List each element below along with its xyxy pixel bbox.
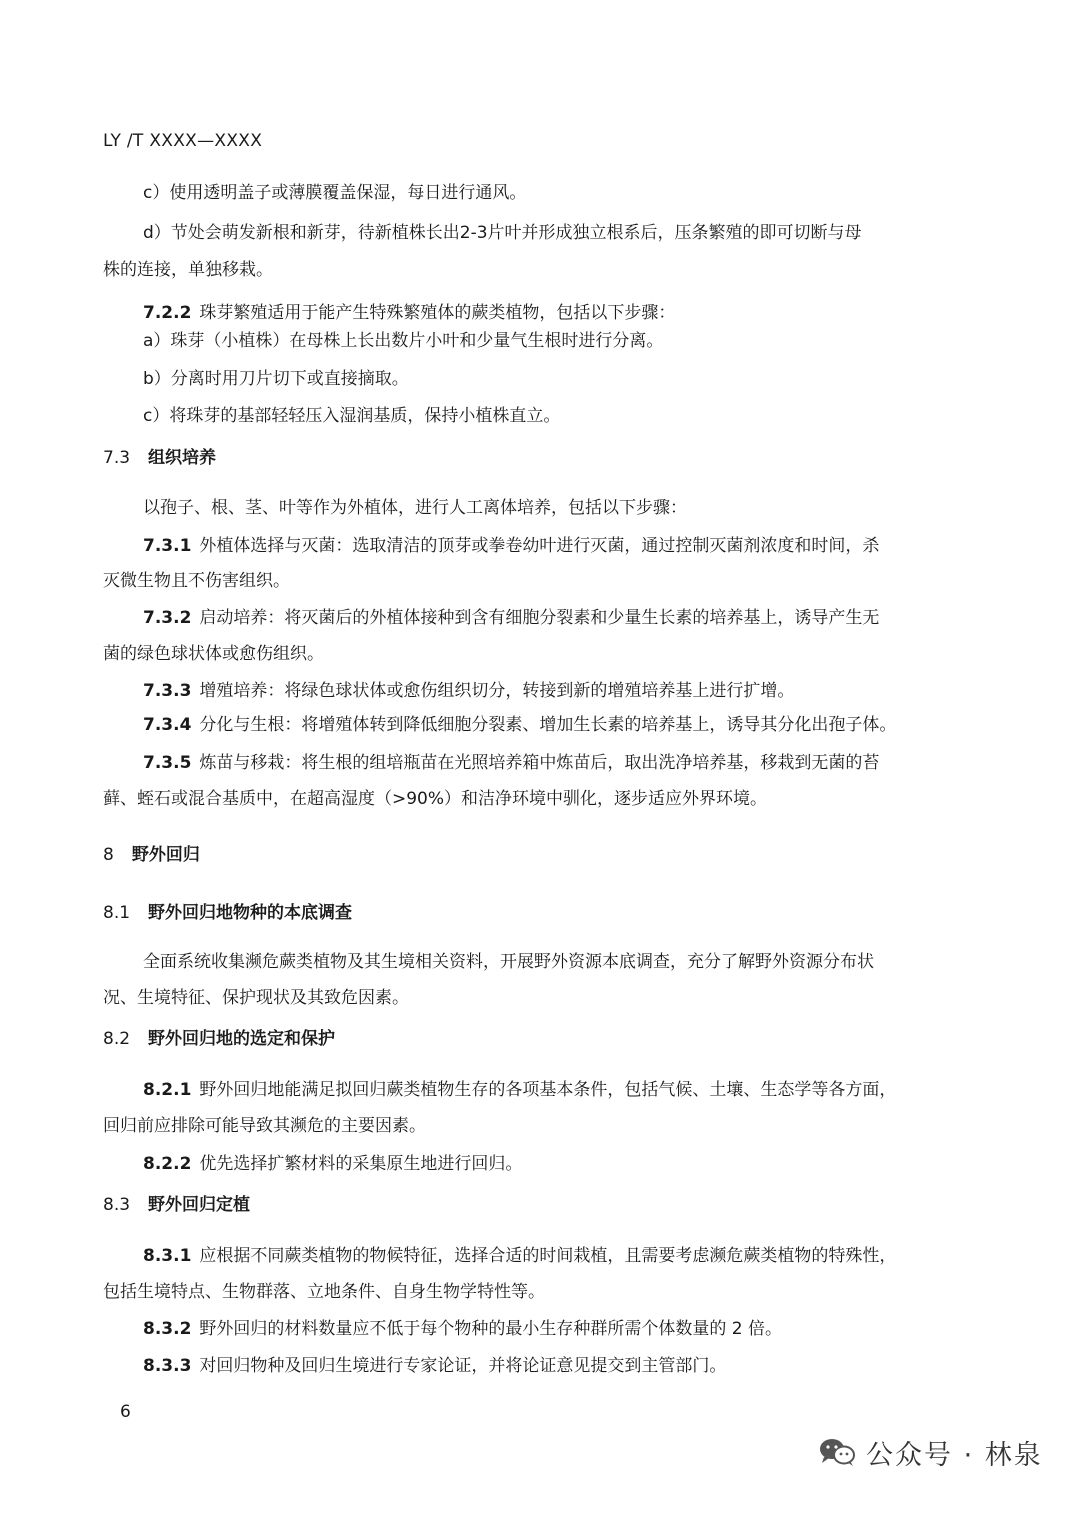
clause-number: 8.3.2 bbox=[143, 1319, 192, 1339]
clause-8-3-3 bbox=[143, 1355, 726, 1377]
line-text: 回归前应排除可能导致其濒危的主要因素。 bbox=[103, 1116, 426, 1136]
clause-number: 7.3.2 bbox=[143, 608, 192, 628]
line-text: a）珠芽（小植株）在母株上长出数片小叶和少量气生根时进行分离。 bbox=[143, 331, 664, 351]
clause-number: 7.3.3 bbox=[143, 681, 192, 701]
section-heading-8-1 bbox=[103, 902, 352, 924]
wechat-icon bbox=[818, 1437, 856, 1467]
section-heading-8-3 bbox=[103, 1194, 250, 1216]
clause-text: 对回归物种及回归生境进行专家论证，并将论证意见提交到主管部门。 bbox=[199, 1356, 727, 1376]
clause-text: 分化与生根：将增殖体转到降低细胞分裂素、增加生长素的培养基上，诱导其分化出孢子体。 bbox=[199, 715, 897, 735]
clause-7-3-2 bbox=[143, 607, 879, 629]
watermark-text: 公众号 · 林泉 bbox=[866, 1439, 1043, 1471]
clause-8-3-1 bbox=[143, 1245, 896, 1267]
clause-text: 增殖培养：将绿色球状体或愈伤组织切分，转接到新的增殖培养基上进行扩增。 bbox=[199, 681, 795, 701]
section-heading-7-3 bbox=[103, 447, 216, 469]
list-item-c-cover bbox=[143, 182, 526, 204]
clause-text: 野外回归地能满足拟回归蕨类植物生存的各项基本条件，包括气候、土壤、生态学等各方面， bbox=[199, 1080, 897, 1100]
list-item-c-press bbox=[143, 405, 560, 427]
clause-7-3-5 bbox=[143, 752, 879, 774]
clause-8-3-2 bbox=[143, 1318, 782, 1340]
clause-7-3-4 bbox=[143, 714, 896, 736]
clause-text: 珠芽繁殖适用于能产生特殊繁殖体的蕨类植物，包括以下步骤： bbox=[199, 303, 676, 323]
line-text: 藓、蛭石或混合基质中，在超高湿度（>90%）和洁净环境中驯化，逐步适应外界环境。 bbox=[103, 789, 768, 809]
line-text: 况、生境特征、保护现状及其致危因素。 bbox=[103, 988, 409, 1008]
paragraph-continuation bbox=[103, 1281, 545, 1303]
clause-7-3-1 bbox=[143, 535, 879, 557]
section-number: 8.2 bbox=[103, 1029, 131, 1049]
section-title: 野外回归 bbox=[131, 845, 200, 865]
clause-text: 外植体选择与灭菌：选取清洁的顶芽或拳卷幼叶进行灭菌，通过控制灭菌剂浓度和时间，杀 bbox=[199, 536, 880, 556]
standard-code: LY /T XXXX—XXXX bbox=[103, 131, 263, 151]
clause-number: 7.3.4 bbox=[143, 715, 192, 735]
section-title: 野外回归地物种的本底调查 bbox=[148, 903, 353, 923]
list-item-b-cut bbox=[143, 368, 409, 390]
clause-number: 7.2.2 bbox=[143, 303, 192, 323]
clause-number: 8.3.3 bbox=[143, 1356, 192, 1376]
paragraph-continuation bbox=[103, 1115, 426, 1137]
paragraph-continuation bbox=[103, 570, 290, 592]
line-text: 包括生境特点、生物群落、立地条件、自身生物学特性等。 bbox=[103, 1282, 545, 1302]
clause-number: 8.2.1 bbox=[143, 1080, 192, 1100]
paragraph-continuation bbox=[103, 259, 273, 281]
clause-8-2-2 bbox=[143, 1153, 522, 1175]
clause-text: 炼苗与移栽：将生根的组培瓶苗在光照培养箱中炼苗后，取出洗净培养基，移栽到无菌的苔 bbox=[199, 753, 880, 773]
line-text: 株的连接，单独移栽。 bbox=[103, 260, 273, 280]
clause-8-2-1 bbox=[143, 1079, 896, 1101]
clause-number: 7.3.5 bbox=[143, 753, 192, 773]
watermark bbox=[818, 1432, 1043, 1472]
paragraph-continuation bbox=[103, 643, 324, 665]
line-text: d）节处会萌发新根和新芽，待新植株长出2-3片叶并形成独立根系后，压条繁殖的即可切断与母 bbox=[143, 223, 862, 243]
clause-7-3-3 bbox=[143, 680, 794, 702]
page-number: 6 bbox=[120, 1402, 131, 1422]
paragraph-survey bbox=[143, 951, 874, 973]
section-heading-8-2 bbox=[103, 1028, 335, 1050]
section-number: 8.1 bbox=[103, 903, 131, 923]
line-text: 以孢子、根、茎、叶等作为外植体，进行人工离体培养，包括以下步骤： bbox=[143, 498, 687, 518]
section-number: 8 bbox=[103, 845, 114, 865]
paragraph-continuation bbox=[103, 788, 767, 810]
line-text: 全面系统收集濒危蕨类植物及其生境相关资料，开展野外资源本底调查，充分了解野外资源分布状 bbox=[143, 952, 874, 972]
line-text: b）分离时用刀片切下或直接摘取。 bbox=[143, 369, 409, 389]
line-text: c）将珠芽的基部轻轻压入湿润基质，保持小植株直立。 bbox=[143, 406, 561, 426]
clause-text: 应根据不同蕨类植物的物候特征，选择合适的时间栽植，且需要考虑濒危蕨类植物的特殊性， bbox=[199, 1246, 897, 1266]
section-number: 7.3 bbox=[103, 448, 131, 468]
section-heading-8 bbox=[103, 844, 200, 866]
section-number: 8.3 bbox=[103, 1195, 131, 1215]
line-text: c）使用透明盖子或薄膜覆盖保湿，每日进行通风。 bbox=[143, 183, 527, 203]
clause-text: 优先选择扩繁材料的采集原生地进行回归。 bbox=[199, 1154, 523, 1174]
list-item-a-bulbil bbox=[143, 330, 663, 352]
clause-7-2-2 bbox=[143, 302, 675, 324]
line-text: 菌的绿色球状体或愈伤组织。 bbox=[103, 644, 324, 664]
section-title: 野外回归定植 bbox=[148, 1195, 251, 1215]
list-item-d-new-roots bbox=[143, 222, 862, 244]
paragraph-continuation bbox=[103, 987, 409, 1009]
clause-text: 野外回归的材料数量应不低于每个物种的最小生存种群所需个体数量的 2 倍。 bbox=[199, 1319, 783, 1339]
section-title: 野外回归地的选定和保护 bbox=[148, 1029, 336, 1049]
clause-number: 8.2.2 bbox=[143, 1154, 192, 1174]
section-title: 组织培养 bbox=[148, 448, 217, 468]
clause-number: 7.3.1 bbox=[143, 536, 192, 556]
clause-number: 8.3.1 bbox=[143, 1246, 192, 1266]
line-text: 灭微生物且不伤害组织。 bbox=[103, 571, 290, 591]
paragraph-intro bbox=[143, 497, 687, 519]
clause-text: 启动培养：将灭菌后的外植体接种到含有细胞分裂素和少量生长素的培养基上，诱导产生无 bbox=[199, 608, 880, 628]
